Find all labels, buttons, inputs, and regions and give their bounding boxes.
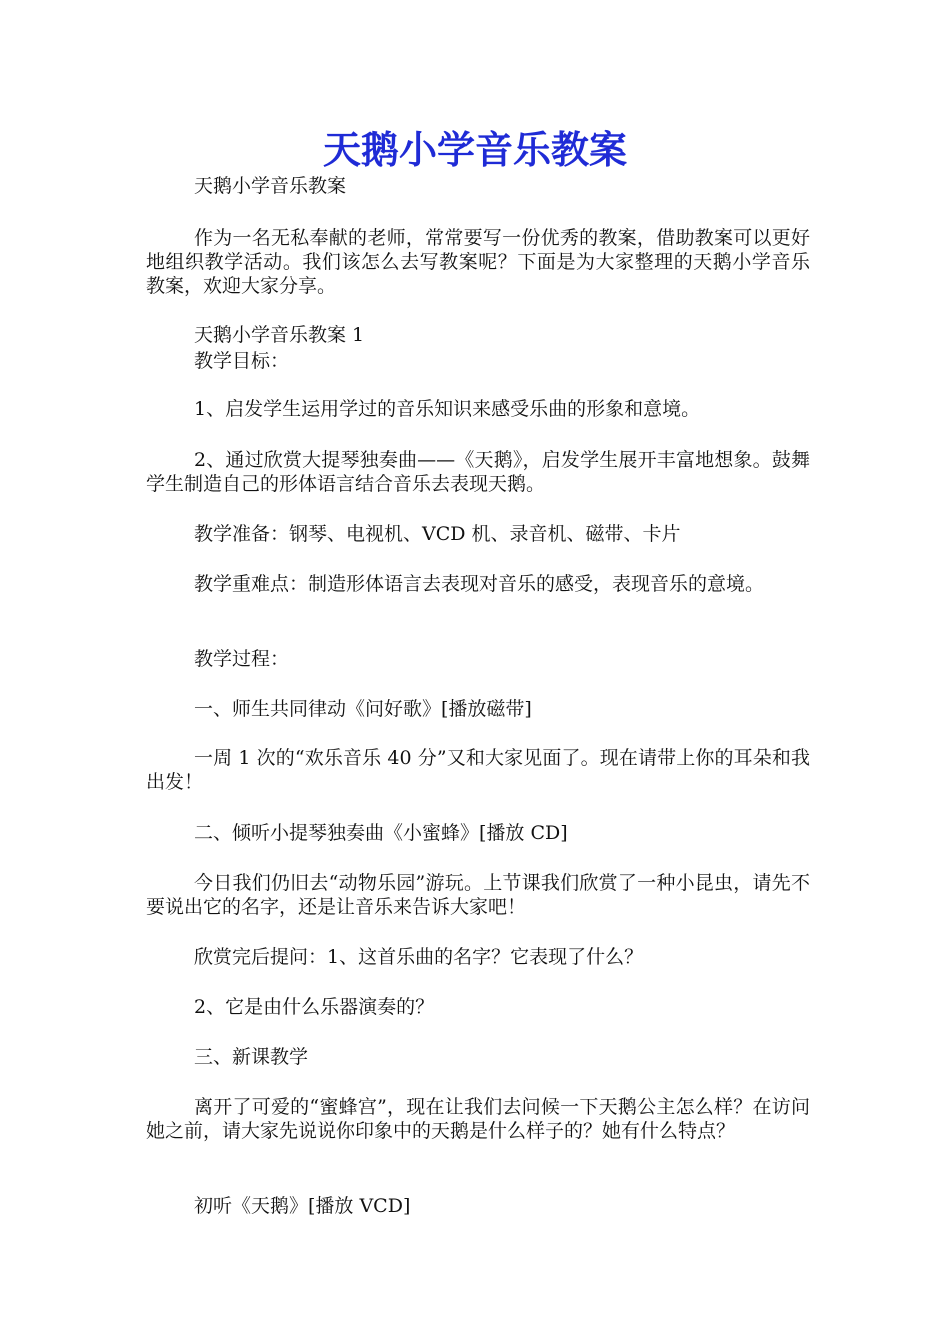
step-2-heading: 二、倾听小提琴独奏曲《小蜜蜂》[播放 CD] bbox=[194, 822, 568, 844]
objective-2: 2、通过欣赏大提琴独奏曲——《天鹅》，启发学生展开丰富地想象。鼓舞学生制造自己的形体语言结合音乐去表现天鹅。 bbox=[146, 449, 810, 495]
document-title: 天鹅小学音乐教案 bbox=[322, 127, 627, 172]
intro-paragraph: 作为一名无私奉献的老师，常常要写一份优秀的教案，借助教案可以更好地组织教学活动。我们该怎么去写教案呢？下面是为大家整理的天鹅小学音乐教案，欢迎大家分享。 bbox=[146, 227, 810, 297]
first-listen-paragraph: 初听《天鹅》[播放 VCD] bbox=[194, 1195, 411, 1217]
objectives-heading: 教学目标： bbox=[194, 350, 290, 372]
section-heading-1: 天鹅小学音乐教案 1 bbox=[194, 324, 365, 346]
question-1: 欣赏完后提问：1、这首乐曲的名字？它表现了什么？ bbox=[194, 946, 644, 968]
step-1-heading: 一、师生共同律动《问好歌》[播放磁带] bbox=[194, 698, 532, 720]
process-heading: 教学过程： bbox=[194, 648, 290, 670]
question-2: 2、它是由什么乐器演奏的？ bbox=[194, 996, 435, 1018]
subtitle-paragraph: 天鹅小学音乐教案 bbox=[194, 175, 347, 197]
key-points-paragraph: 教学重难点：制造形体语言去表现对音乐的感受，表现音乐的意境。 bbox=[194, 573, 765, 595]
step-1-text: 一周 1 次的“欢乐音乐 40 分”又和大家见面了。现在请带上你的耳朵和我出发！ bbox=[146, 747, 810, 793]
objective-1: 1、启发学生运用学过的音乐知识来感受乐曲的形象和意境。 bbox=[194, 398, 701, 420]
step-2-text: 今日我们仍旧去“动物乐园”游玩。上节课我们欣赏了一种小昆虫，请先不要说出它的名字，还是让音乐来告诉大家吧！ bbox=[146, 872, 810, 918]
preparation-paragraph: 教学准备：钢琴、电视机、VCD 机、录音机、磁带、卡片 bbox=[194, 523, 681, 545]
step-3-heading: 三、新课教学 bbox=[194, 1046, 309, 1068]
step-3-text: 离开了可爱的“蜜蜂宫”，现在让我们去问候一下天鹅公主怎么样？在访问她之前，请大家先说说你印象中的天鹅是什么样子的？她有什么特点？ bbox=[146, 1096, 810, 1142]
